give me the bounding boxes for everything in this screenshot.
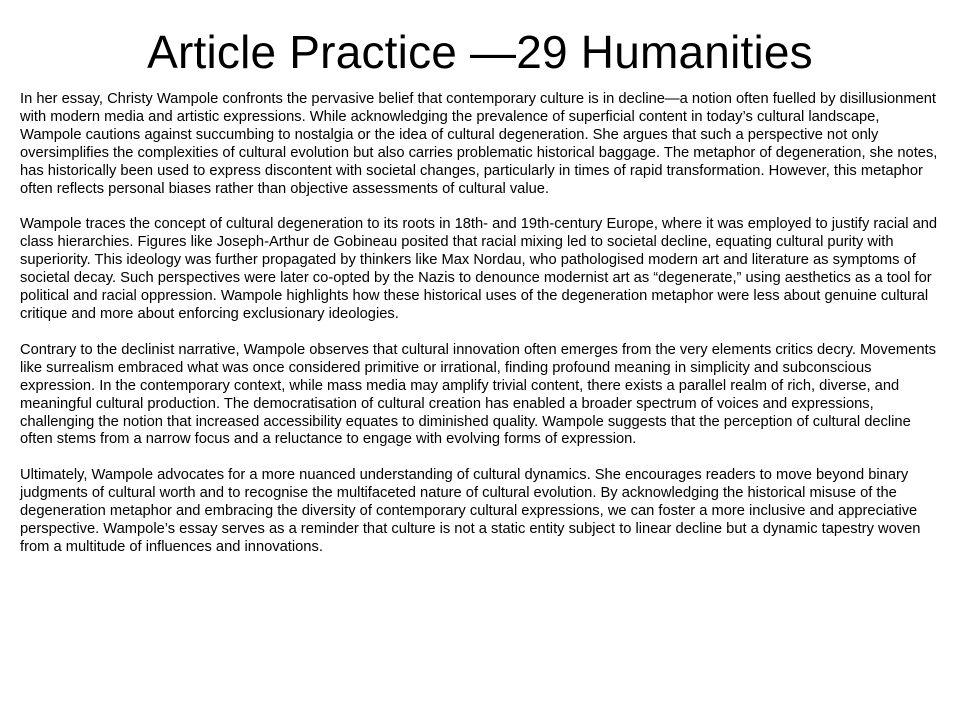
- paragraph-2: Wampole traces the concept of cultural degeneration to its roots in 18th- and 19th-century Europe, where it was employed to justify racial and class hierarchies. Figures like Joseph-Arthur de Gobineau posited that racial mixing led to societal decline, equating cultural purity with superiority. This ideology was further propagated by thinkers like Max Nordau, who pathologised modern art and literature as symptoms of societal decay. Such perspectives were later co-opted by the Nazis to denounce modernist art as “degenerate,” using aesthetics as a tool for political and racial oppression. Wampole highlights how these historical uses of the degeneration metaphor were less about genuine cultural critique and more about enforcing exclusionary ideologies.: [20, 216, 938, 322]
- paragraph-4: Ultimately, Wampole advocates for a more nuanced understanding of cultural dynamics. She encourages readers to move beyond binary judgments of cultural worth and to recognise the multifaceted nature of cultural evolution. By acknowledging the historical misuse of the degeneration metaphor and embracing the diversity of contemporary cultural expressions, we can foster a more inclusive and appreciative perspective. Wampole’s essay serves as a reminder that culture is not a static entity subject to linear decline but a dynamic tapestry woven from a multitude of influences and innovations.: [20, 467, 921, 555]
- paragraph-3: Contrary to the declinist narrative, Wampole observes that cultural innovation often emerges from the very elements critics decry. Movements like surrealism embraced what was once considered primitive or irrational, finding profound meaning in simplicity and subconscious expression. In the contemporary context, while mass media may amplify trivial content, there exists a parallel realm of rich, diverse, and meaningful cultural production. The democratisation of cultural creation has enabled a broader spectrum of voices and expressions, challenging the notion that increased accessibility equates to diminished quality. Wampole suggests that the perception of cultural decline often stems from a narrow focus and a reluctance to engage with evolving forms of expression.: [20, 341, 936, 448]
- paragraph-1: In her essay, Christy Wampole confronts the pervasive belief that contemporary culture is in decline—a notion often fuelled by disillusionment with modern media and artistic expressions. While acknowledging the prevalence of superficial content in today’s cultural landscape, Wampole cautions against succumbing to nostalgia or the idea of cultural degeneration. She argues that such a perspective not only oversimplifies the complexities of cultural evolution but also carries problematic historical baggage. The metaphor of degeneration, she notes, has historically been used to express discontent with societal changes, particularly in times of rapid transformation. However, this metaphor often reflects personal biases rather than objective assessments of cultural value.: [20, 91, 938, 197]
- slide-title: Article Practice —29 Humanities: [147, 26, 813, 78]
- slide-body: [20, 91, 940, 575]
